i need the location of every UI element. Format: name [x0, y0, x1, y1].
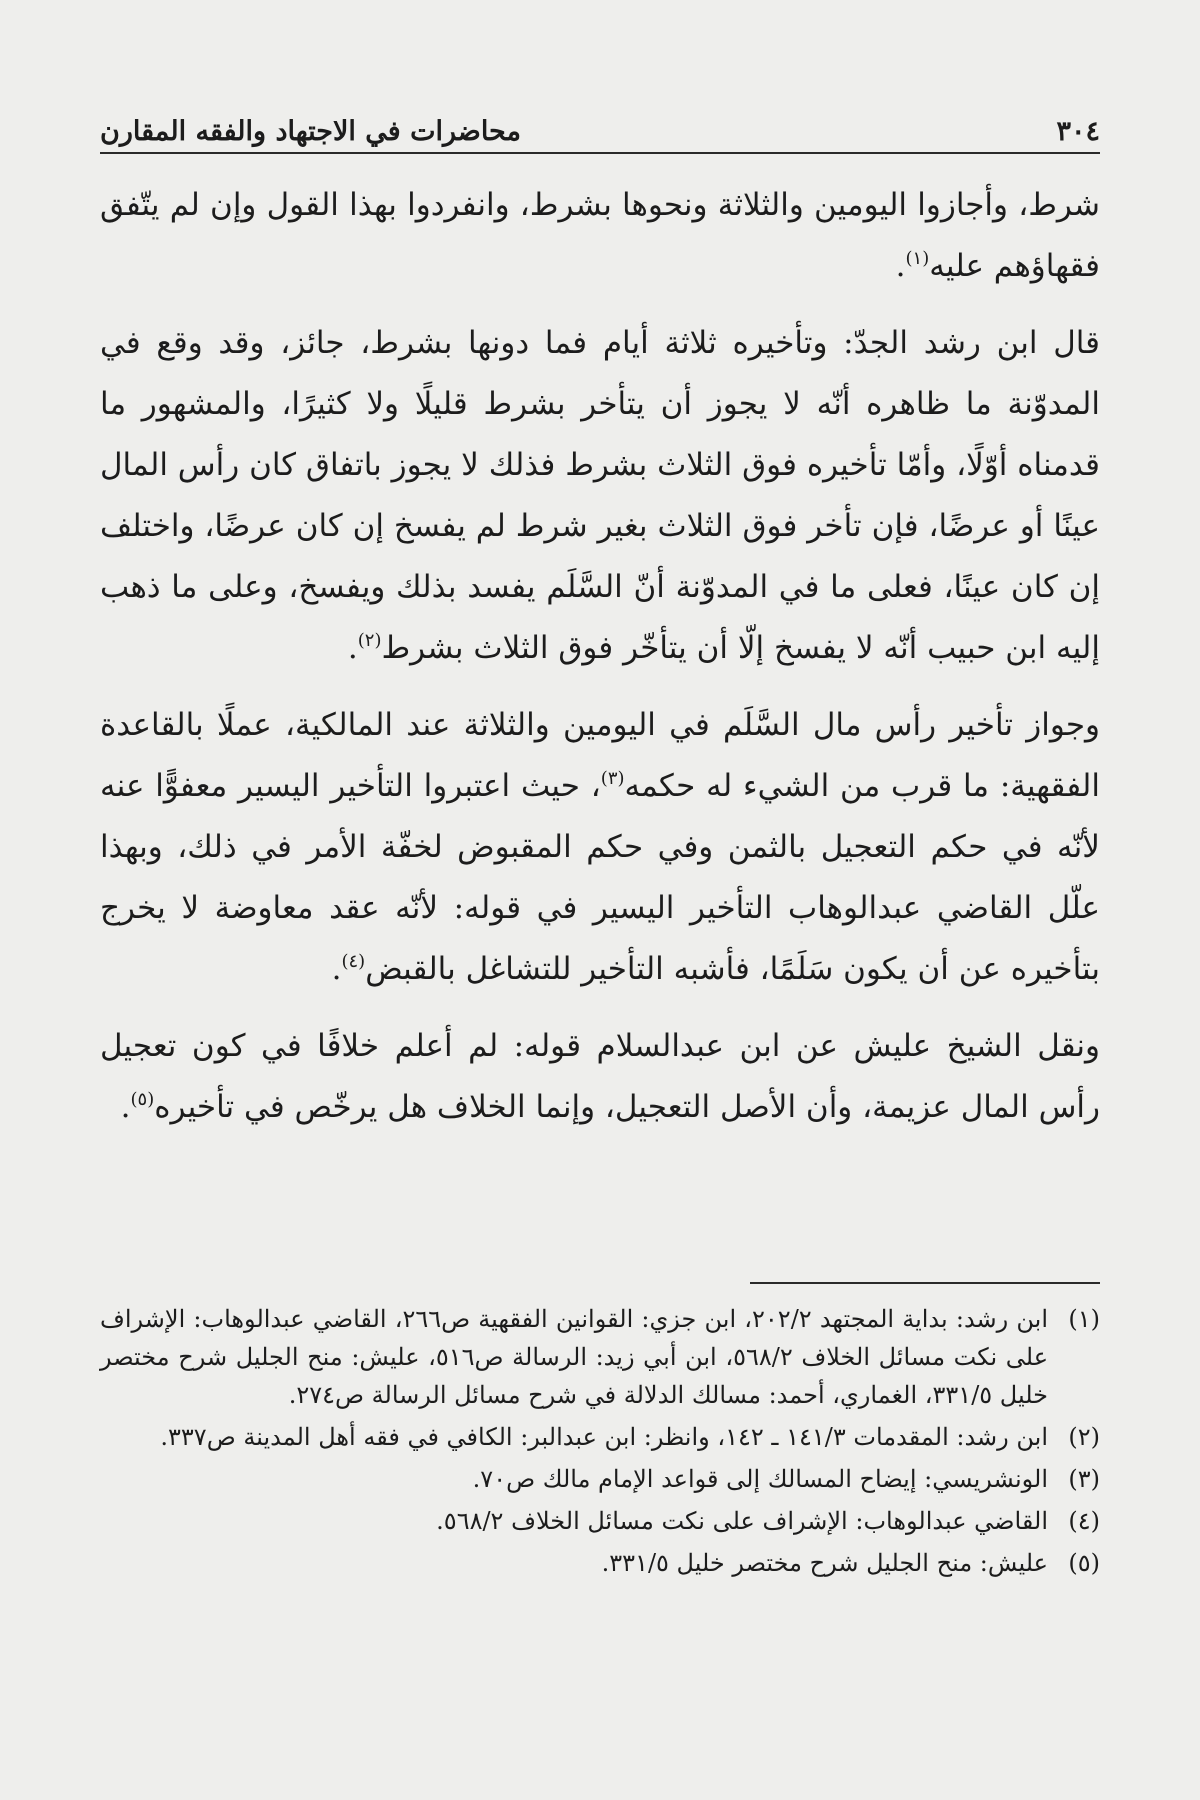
page-header [100, 95, 1100, 147]
footnote-number: (٤) [1068, 1507, 1100, 1535]
footnote-text: القاضي عبدالوهاب: الإشراف على نكت مسائل الخلاف ٥٦٨/٢. [436, 1507, 1048, 1535]
running-title: محاضرات في الاجتهاد والفقه المقارن [100, 116, 521, 147]
footnote-number: (٣) [1068, 1465, 1100, 1493]
paragraph-text: ونقل الشيخ عليش عن ابن عبدالسلام قوله: لم أعلم خلافًا في كون تعجيل رأس المال عزيمة، وأن الأصل التعجيل، وإنما الخلاف هل يرخّص في تأخيره [100, 1028, 1100, 1125]
footnote-ref-3[interactable]: (٣) [600, 768, 625, 789]
paragraph-3 [100, 695, 1100, 1000]
footnote-item [100, 1418, 1100, 1456]
paragraph-tail: . [120, 1089, 131, 1125]
footnote-text: ابن رشد: بداية المجتهد ٢٠٢/٢، ابن جزي: القوانين الفقهية ص٢٦٦، القاضي عبدالوهاب: الإشراف على نكت مسائل الخلاف ٥٦٨/٢، ابن أبي زيد: الرسالة ص٥١٦، عليش: منح الجليل شرح مختصر خليل ٣٣١/٥، الغماري، أحمد: مسالك الدلالة في شرح مسائل الرسالة ص٢٧٤. [100, 1305, 1049, 1409]
footnote-text: ابن رشد: المقدمات ١٤١/٣ ـ ١٤٢، وانظر: ابن عبدالبر: الكافي في فقه أهل المدينة ص٣٣٧. [160, 1423, 1048, 1451]
footnote-item [100, 1460, 1100, 1498]
footnote-number: (٥) [1068, 1549, 1100, 1577]
footnote-item [100, 1544, 1100, 1582]
page-number: ٣٠٤ [1056, 116, 1100, 147]
footnote-ref-4[interactable]: (٤) [341, 951, 366, 972]
paragraph-tail: . [331, 951, 342, 987]
footnote-number: (٢) [1068, 1423, 1100, 1451]
footnote-item [100, 1300, 1100, 1414]
paragraph-text-cont: ، حيث اعتبروا التأخير اليسير معفوًّا عنه لأنّه في حكم التعجيل بالثمن وفي حكم المقبوض لخفّة الأمر في ذلك، وبهذا علّل القاضي عبدالوهاب التأخير اليسير في قوله: لأنّه عقد معاوضة لا يخرج بتأخيره عن أن يكون سَلَمًا، فأشبه التأخير للتشاغل بالقبض [100, 768, 1100, 987]
paragraph-4 [100, 1016, 1100, 1138]
footnote-ref-5[interactable]: (٥) [130, 1089, 155, 1110]
footnote-ref-2[interactable]: (٢) [357, 630, 382, 651]
paragraph-text: وجواز تأخير رأس مال السَّلَم في اليومين والثلاثة عند المالكية، عملًا بالقاعدة الفقهية: ما قرب من الشيء له حكمه [100, 707, 1100, 804]
paragraph-text: شرط، وأجازوا اليومين والثلاثة ونحوها بشرط، وانفردوا بهذا القول وإن لم يتّفق فقهاؤهم عليه [100, 187, 1100, 284]
footnote-number: (١) [1068, 1305, 1100, 1333]
paragraph-text: قال ابن رشد الجدّ: وتأخيره ثلاثة أيام فما دونها بشرط، جائز، وقد وقع في المدوّنة ما ظاهره أنّه لا يجوز أن يتأخر بشرط قليلًا ولا كثيرًا، والمشهور ما قدمناه أوّلًا، وأمّا تأخيره فوق الثلاث بشرط فذلك لا يجوز باتفاق كان رأس المال عينًا أو عرضًا، فإن تأخر فوق الثلاث بغير شرط لم يفسخ إن كان عرضًا، واختلف إن كان عينًا، فعلى ما في المدوّنة أنّ السَّلَم يفسد بذلك ويفسخ، وعلى ما ذهب إليه ابن حبيب أنّه لا يفسخ إلّا أن يتأخّر فوق الثلاث بشرط [100, 325, 1100, 666]
footnote-text: الونشريسي: إيضاح المسالك إلى قواعد الإمام مالك ص٧٠. [472, 1465, 1048, 1493]
footnotes [100, 1300, 1100, 1586]
paragraph-1 [100, 175, 1100, 297]
footnote-text: عليش: منح الجليل شرح مختصر خليل ٣٣١/٥. [601, 1549, 1048, 1577]
paragraph-tail: . [895, 248, 906, 284]
header-divider [100, 152, 1100, 154]
main-text [100, 175, 1100, 1154]
footnote-item [100, 1502, 1100, 1540]
paragraph-2 [100, 313, 1100, 679]
footnote-ref-1[interactable]: (١) [905, 248, 930, 269]
paragraph-tail: . [347, 630, 358, 666]
footnote-divider [750, 1282, 1100, 1284]
